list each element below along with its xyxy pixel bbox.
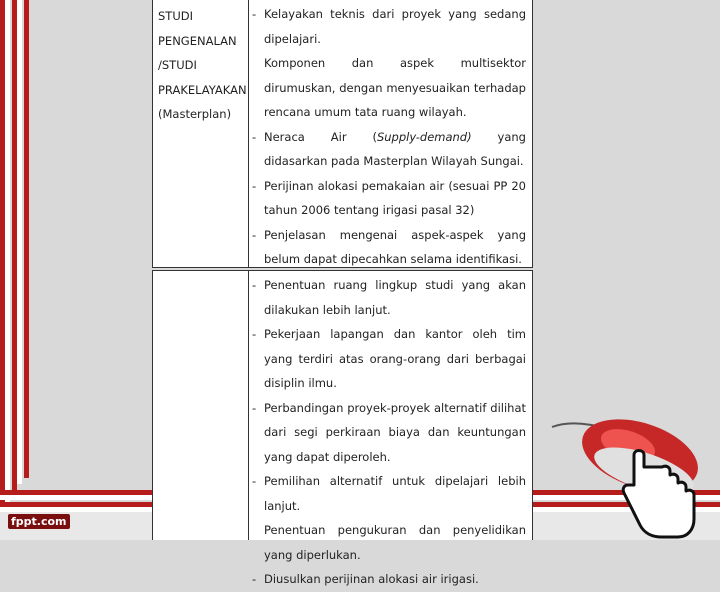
computer-mouse-with-hand-cursor-icon [548, 415, 720, 540]
left-line: PRAKELAYAKAN [158, 82, 247, 97]
list-item: Komponen dan aspek multisektor dirumuskan, dengan menyesuaikan terhadap rencana umum tata ruang wilayah. [264, 56, 526, 119]
list-item: - Pemilihan alternatif untuk dipelajari lebih lanjut. [252, 474, 526, 513]
frame-left-red-inner2 [24, 0, 29, 478]
brand-logo: fppt.com [8, 514, 70, 529]
table-bottom-right-cell [249, 271, 532, 586]
list-item: - Pekerjaan lapangan dan kantor oleh tim yang terdiri atas orang-orang dari berbagai disiplin ilmu. [252, 327, 526, 390]
frame-left-white [5, 0, 10, 540]
list-item: - Perbandingan proyek-proyek alternatif dilihat dari segi perkiraan biaya dan keuntungan yang dapat diperoleh. [252, 400, 526, 464]
list-item: - Diusulkan perijinan alokasi air irigasi. [252, 572, 479, 586]
table-top-right-cell [249, 0, 532, 267]
left-line: (Masterplan) [158, 107, 232, 121]
list-item: Penentuan pengukuran dan penyelidikan yang diperlukan. [264, 523, 526, 562]
table-top-left-cell [153, 0, 249, 267]
frame-left-white-inner [17, 0, 22, 484]
table-bottom [152, 270, 533, 586]
left-line: STUDI [158, 9, 193, 23]
left-line: PENGENALAN [158, 33, 237, 48]
left-line: /STUDI [158, 58, 197, 72]
list-item: - Neraca Air (Supply-demand) yang didasarkan pada Masterplan Wilayah Sungai. [252, 129, 526, 168]
table-bottom-left-cell [153, 271, 249, 540]
list-item: - Penjelasan mengenai aspek-aspek yang belum dapat dipecahkan selama identifikasi. [252, 227, 526, 266]
list-item: - Kelayakan teknis dari proyek yang sedang dipelajari. [252, 7, 526, 46]
list-item: - Penentuan ruang lingkup studi yang akan dilakukan lebih lanjut. [252, 278, 526, 317]
table-top [152, 0, 533, 268]
list-item: - Perijinan alokasi pemakaian air (sesuai PP 20 tahun 2006 tentang irigasi pasal 32) [252, 178, 526, 217]
